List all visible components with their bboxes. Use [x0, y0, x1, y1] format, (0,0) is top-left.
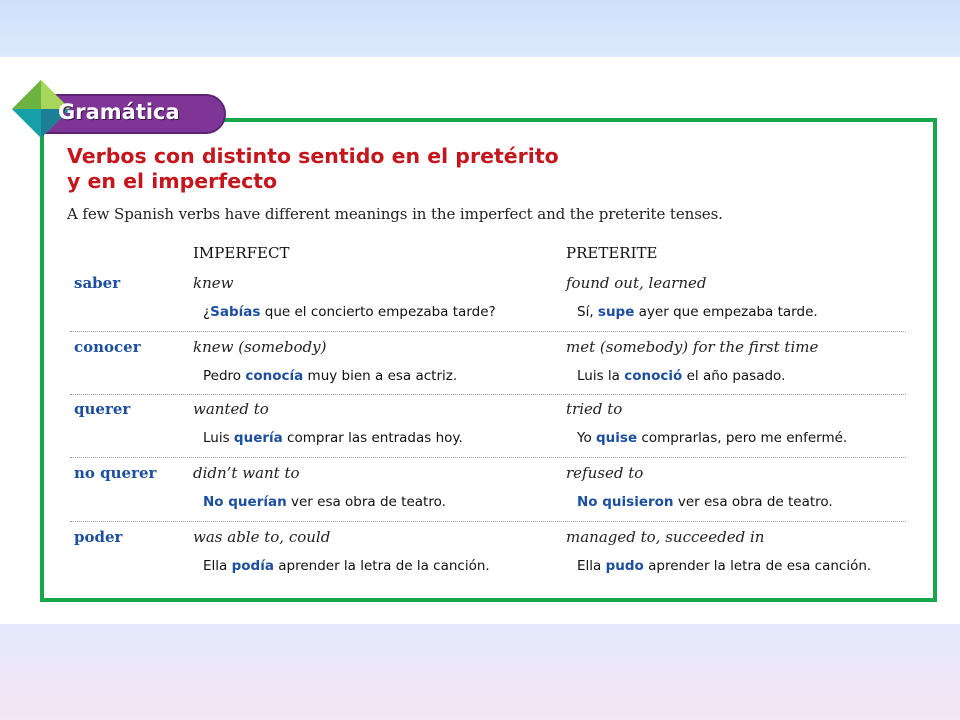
highlighted-verb: quise	[596, 430, 638, 446]
preterite-meaning: met (somebody) for the first time	[566, 338, 819, 356]
verb-querer: querer	[74, 400, 131, 418]
preterite-meaning: managed to, succeeded in	[566, 528, 765, 546]
example-prefix: Sí,	[577, 304, 598, 320]
imperfect-meaning: wanted to	[193, 400, 269, 418]
intro-text: A few Spanish verbs have different meanings in the imperfect and the preterite tenses.	[67, 205, 723, 223]
example-rest: que el concierto empezaba tarde?	[260, 304, 496, 320]
example-rest: ayer que empezaba tarde.	[634, 304, 818, 320]
example-rest: el año pasado.	[682, 368, 786, 384]
imperfect-example	[203, 558, 490, 574]
preterite-example	[577, 368, 785, 384]
verb-poder: poder	[74, 528, 123, 546]
badge-label: Gramática	[58, 100, 180, 124]
example-rest: comprarlas, pero me enfermé.	[637, 430, 848, 446]
verb-saber: saber	[74, 274, 121, 292]
preterite-meaning: tried to	[566, 400, 623, 418]
imperfect-meaning: knew	[193, 274, 234, 292]
row-divider	[70, 521, 906, 522]
highlighted-verb: Sabías	[210, 304, 261, 320]
example-rest: comprar las entradas hoy.	[282, 430, 463, 446]
preterite-meaning: found out, learned	[566, 274, 707, 292]
example-rest: aprender la letra de la canción.	[273, 558, 490, 574]
preterite-example	[577, 558, 871, 574]
highlighted-verb: conoció	[624, 368, 683, 384]
verb-conocer: conocer	[74, 338, 141, 356]
imperfect-meaning: was able to, could	[193, 528, 331, 546]
imperfect-example	[203, 494, 446, 510]
imperfect-example	[203, 368, 457, 384]
verb-no-querer: no querer	[74, 464, 157, 482]
imperfect-example	[203, 430, 463, 446]
example-prefix: Ella	[203, 558, 232, 574]
highlighted-verb: supe	[597, 304, 635, 320]
example-prefix: Pedro	[203, 368, 246, 384]
example-prefix: ¿	[203, 304, 211, 320]
bottom-gradient-band	[0, 624, 960, 720]
row-divider	[70, 394, 906, 395]
example-prefix: Luis la	[577, 368, 625, 384]
example-prefix: Ella	[577, 558, 606, 574]
highlighted-verb: conocía	[245, 368, 304, 384]
row-divider	[70, 331, 906, 332]
imperfect-column-header: IMPERFECT	[193, 244, 290, 262]
example-rest: muy bien a esa actriz.	[303, 368, 458, 384]
imperfect-example	[203, 304, 496, 320]
preterite-example	[577, 494, 833, 510]
preterite-example	[577, 304, 818, 320]
preterite-example	[577, 430, 847, 446]
highlighted-verb: No querían	[203, 494, 287, 510]
example-prefix: Yo	[577, 430, 597, 446]
example-rest: ver esa obra de teatro.	[286, 494, 446, 510]
example-prefix: Luis	[203, 430, 234, 446]
imperfect-meaning: knew (somebody)	[193, 338, 327, 356]
highlighted-verb: No quisieron	[577, 494, 674, 510]
row-divider	[70, 457, 906, 458]
example-rest: ver esa obra de teatro.	[673, 494, 833, 510]
example-rest: aprender la letra de esa canción.	[643, 558, 872, 574]
highlighted-verb: pudo	[605, 558, 644, 574]
top-gradient-band	[0, 0, 960, 57]
imperfect-meaning: didn’t want to	[193, 464, 300, 482]
title-line-1: Verbos con distinto sentido en el pretérito	[67, 144, 559, 168]
preterite-meaning: refused to	[566, 464, 644, 482]
highlighted-verb: podía	[231, 558, 274, 574]
title-line-2: y en el imperfecto	[67, 169, 278, 193]
preterite-column-header: PRETERITE	[566, 244, 658, 262]
highlighted-verb: quería	[233, 430, 283, 446]
page-title	[67, 144, 687, 194]
